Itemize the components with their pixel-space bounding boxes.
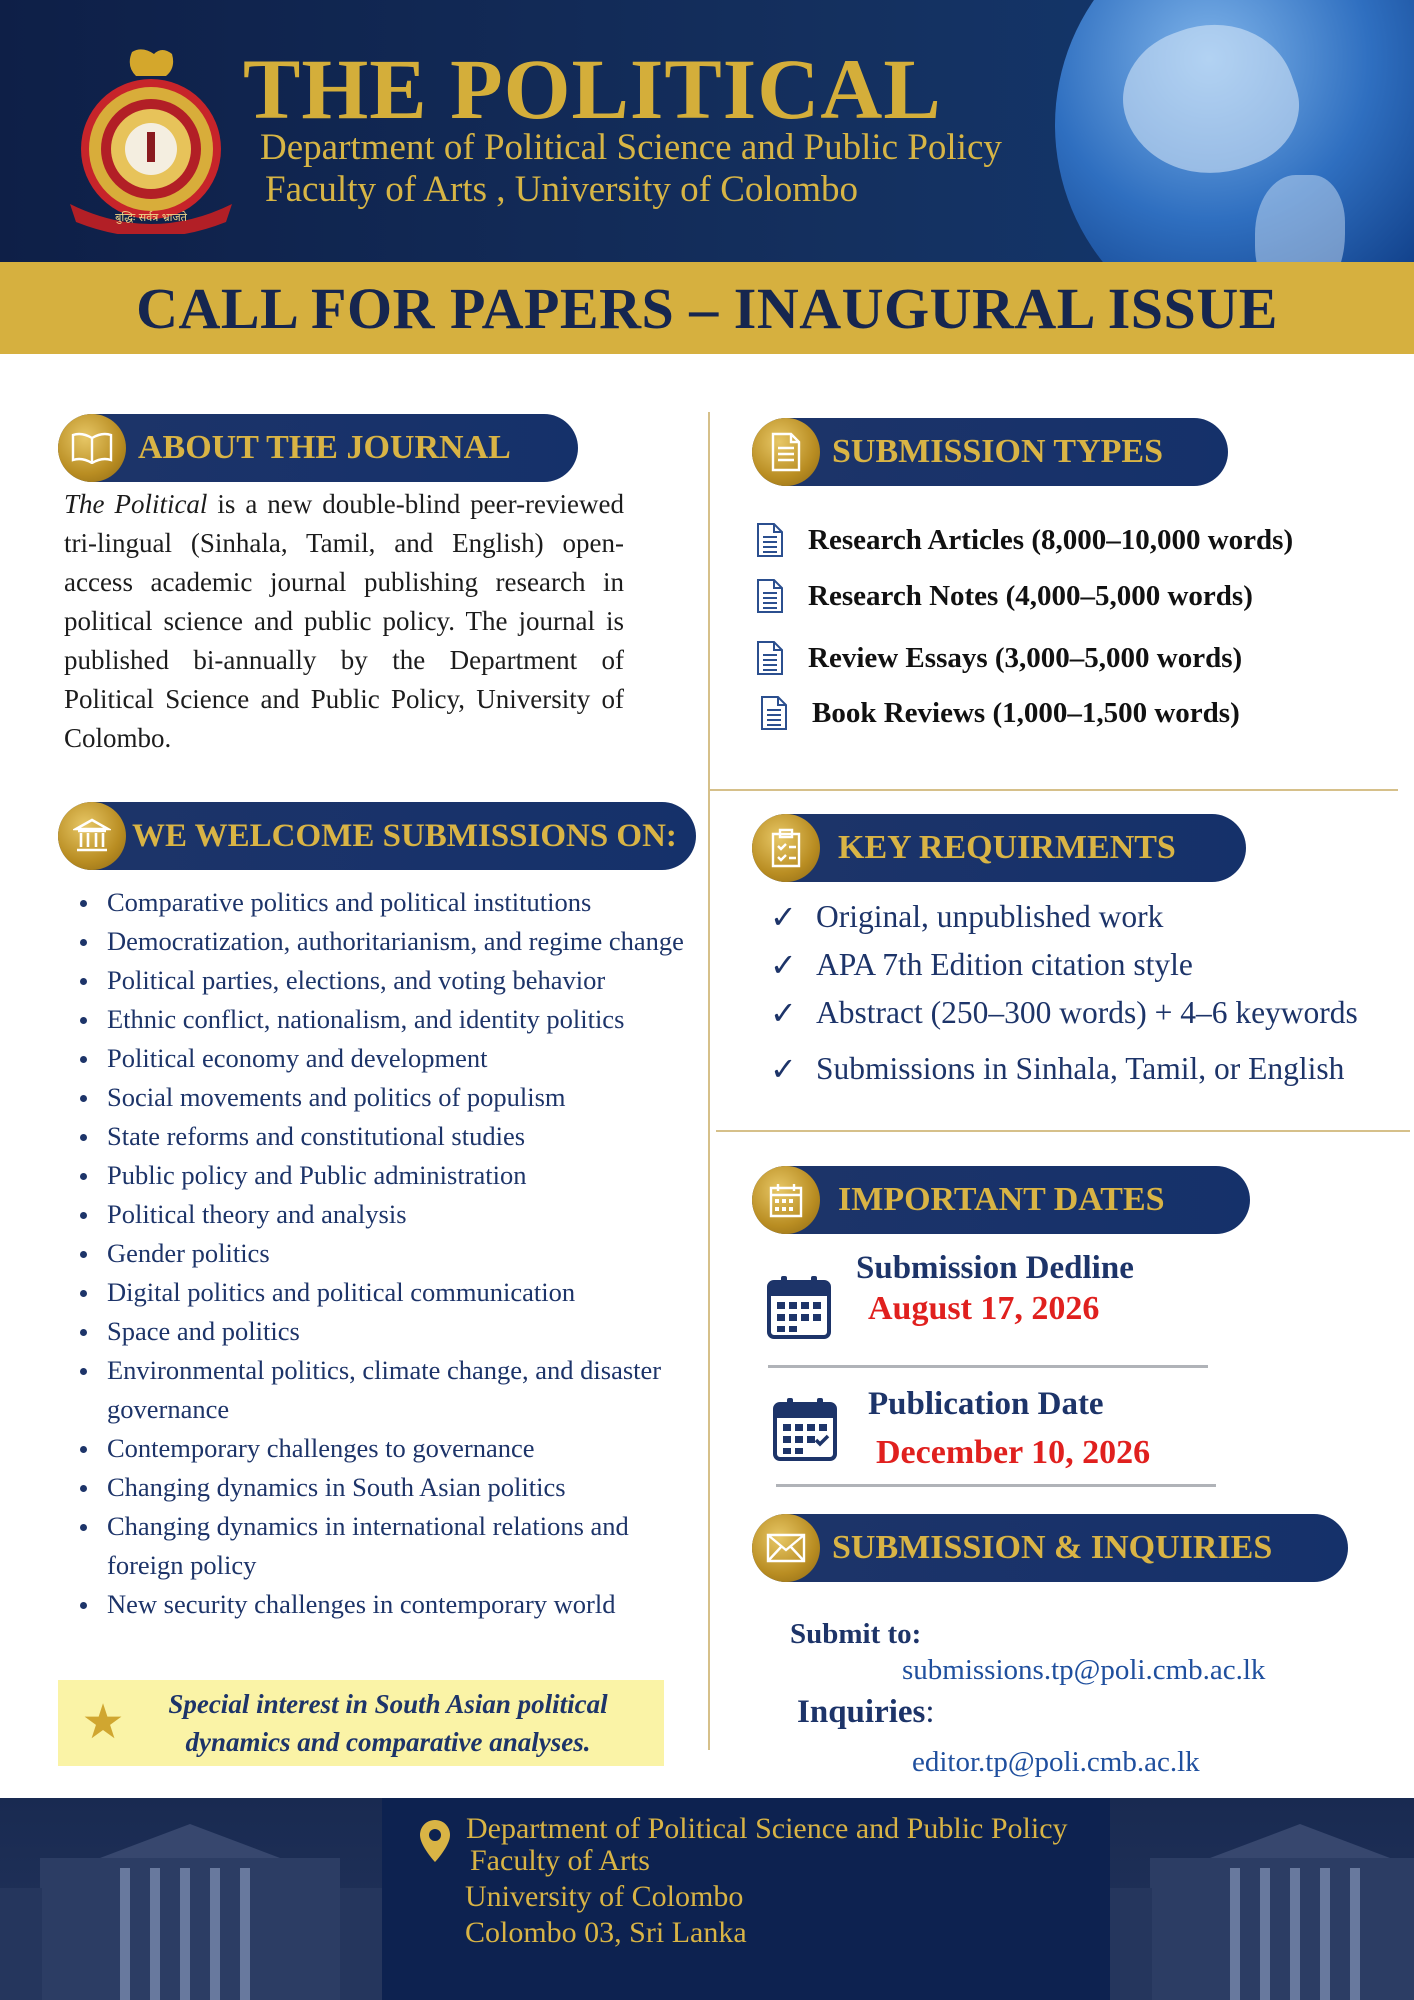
requirement-label: Submissions in Sinhala, Tamil, or English bbox=[816, 1051, 1345, 1086]
journal-name-italic: The Political bbox=[64, 489, 208, 519]
topic-list-item: Political theory and analysis bbox=[74, 1195, 694, 1234]
document-icon bbox=[756, 578, 808, 614]
topic-list-item: Political economy and development bbox=[74, 1039, 694, 1078]
requirements-heading-pill bbox=[752, 814, 1246, 882]
submission-type-label: Research Notes (4,000–5,000 words) bbox=[808, 579, 1253, 612]
clipboard-icon bbox=[752, 814, 820, 882]
globe-image bbox=[1055, 0, 1414, 262]
university-building-image-right bbox=[1110, 1798, 1414, 2000]
section-divider bbox=[716, 1130, 1410, 1132]
dates-heading-pill bbox=[752, 1166, 1250, 1234]
checkmark-icon: ✓ bbox=[770, 947, 797, 983]
journal-title: THE POLITICAL bbox=[243, 41, 942, 137]
topic-list-item: Democratization, authoritarianism, and regime change bbox=[74, 922, 694, 961]
topic-list-item: Digital politics and political communication bbox=[74, 1273, 694, 1312]
requirement-label: Original, unpublished work bbox=[816, 899, 1164, 934]
about-heading: ABOUT THE JOURNAL bbox=[138, 429, 511, 466]
requirements-heading: KEY REQUIRMENTS bbox=[838, 829, 1176, 866]
document-icon bbox=[756, 640, 808, 676]
calendar-icon bbox=[752, 1166, 820, 1234]
footer-department: Department of Political Science and Public Policy bbox=[466, 1812, 1068, 1845]
university-building-image-left bbox=[0, 1798, 382, 2000]
topic-list-item: Public policy and Public administration bbox=[74, 1156, 694, 1195]
publication-date: December 10, 2026 bbox=[876, 1434, 1151, 1471]
topic-list-item: Contemporary challenges to governance bbox=[74, 1429, 694, 1468]
inquiries-heading: SUBMISSION & INQUIRIES bbox=[832, 1529, 1273, 1566]
call-for-papers-banner bbox=[0, 262, 1414, 354]
inquiries-colon: : bbox=[925, 1694, 935, 1730]
submission-type-label: Book Reviews (1,000–1,500 words) bbox=[812, 696, 1240, 729]
topics-list bbox=[74, 883, 694, 1624]
topic-list-item: Comparative politics and political institutions bbox=[74, 883, 694, 922]
topic-list-item: Social movements and politics of populism bbox=[74, 1078, 694, 1117]
document-icon bbox=[760, 695, 812, 731]
topics-heading: WE WELCOME SUBMISSIONS ON: bbox=[132, 817, 677, 854]
requirement-item bbox=[770, 898, 1163, 936]
submission-type-label: Research Articles (8,000–10,000 words) bbox=[808, 523, 1294, 556]
inquiries-label: Inquiries bbox=[797, 1694, 926, 1730]
section-divider bbox=[708, 789, 1398, 791]
calendar-icon bbox=[772, 1396, 838, 1462]
svg-text:बुद्धिः सर्वत्र भ्राजते: बुद्धिः सर्वत्र भ्राजते bbox=[115, 211, 187, 224]
submission-type-item bbox=[756, 522, 1293, 558]
publication-label: Publication Date bbox=[868, 1386, 1104, 1422]
banner-text: CALL FOR PAPERS – INAUGURAL ISSUE bbox=[136, 275, 1278, 341]
date-divider bbox=[776, 1484, 1216, 1487]
topic-list-item: Space and politics bbox=[74, 1312, 694, 1351]
submission-type-item bbox=[760, 695, 1240, 731]
topic-list-item: Environmental politics, climate change, and disaster governance bbox=[74, 1351, 694, 1429]
submission-type-item bbox=[756, 578, 1253, 614]
requirement-item bbox=[770, 994, 1358, 1032]
calendar-icon bbox=[766, 1274, 832, 1340]
special-interest-line-2: dynamics and comparative analyses. bbox=[185, 1727, 591, 1757]
inquiries-email-link[interactable]: editor.tp@poli.cmb.ac.lk bbox=[912, 1746, 1200, 1778]
footer-faculty: Faculty of Arts bbox=[470, 1844, 650, 1877]
topic-list-item: Changing dynamics in South Asian politics bbox=[74, 1468, 694, 1507]
requirement-label: Abstract (250–300 words) + 4–6 keywords bbox=[816, 995, 1358, 1030]
about-paragraph bbox=[64, 485, 624, 758]
institution-icon bbox=[58, 802, 126, 870]
submission-type-item bbox=[756, 640, 1242, 676]
inquiries-heading-pill bbox=[752, 1514, 1348, 1582]
university-seal-logo bbox=[62, 44, 240, 234]
topic-list-item: Gender politics bbox=[74, 1234, 694, 1273]
topic-list-item: Ethnic conflict, nationalism, and identity politics bbox=[74, 1000, 694, 1039]
submission-types-heading-pill bbox=[752, 418, 1228, 486]
date-divider bbox=[768, 1365, 1208, 1368]
topic-list-item: Changing dynamics in international relations and foreign policy bbox=[74, 1507, 694, 1585]
topic-list-item: Political parties, elections, and voting behavior bbox=[74, 961, 694, 1000]
special-interest-box bbox=[58, 1680, 664, 1766]
checkmark-icon: ✓ bbox=[770, 899, 797, 935]
column-divider bbox=[708, 412, 710, 1750]
submit-to-label: Submit to: bbox=[790, 1618, 922, 1650]
submission-type-label: Review Essays (3,000–5,000 words) bbox=[808, 641, 1243, 674]
star-icon: ★ bbox=[81, 1696, 125, 1749]
envelope-icon bbox=[752, 1514, 820, 1582]
deadline-label: Submission Dedline bbox=[856, 1250, 1134, 1286]
document-icon bbox=[756, 522, 808, 558]
topics-heading-pill bbox=[58, 802, 696, 870]
document-icon bbox=[752, 418, 820, 486]
checkmark-icon: ✓ bbox=[770, 1051, 797, 1087]
footer-city: Colombo 03, Sri Lanka bbox=[465, 1916, 747, 1949]
special-interest-line-1: Special interest in South Asian political bbox=[168, 1689, 608, 1719]
about-body: is a new double-blind peer-reviewed tri-lingual (Sinhala, Tamil, and English) open-access academic journal publishing research in political science and public policy. The journal is published bi-annually by the Department of Political Science and Public Policy, University of Colombo. bbox=[64, 489, 624, 753]
footer-university: University of Colombo bbox=[465, 1880, 744, 1913]
dates-heading: IMPORTANT DATES bbox=[838, 1181, 1165, 1218]
submission-types-heading: SUBMISSION TYPES bbox=[832, 433, 1163, 470]
header-faculty: Faculty of Arts , University of Colombo bbox=[265, 169, 858, 210]
location-pin-icon bbox=[418, 1818, 452, 1864]
submissions-email-link[interactable]: submissions.tp@poli.cmb.ac.lk bbox=[902, 1654, 1266, 1686]
topic-list-item: State reforms and constitutional studies bbox=[74, 1117, 694, 1156]
deadline-date: August 17, 2026 bbox=[868, 1290, 1100, 1327]
header bbox=[0, 0, 1414, 262]
book-icon bbox=[58, 414, 126, 482]
requirement-item bbox=[770, 1050, 1344, 1088]
requirement-item bbox=[770, 946, 1193, 984]
about-heading-pill bbox=[58, 414, 578, 482]
header-department: Department of Political Science and Public Policy bbox=[260, 127, 1002, 168]
checkmark-icon: ✓ bbox=[770, 995, 797, 1031]
topic-list-item: New security challenges in contemporary world bbox=[74, 1585, 694, 1624]
requirement-label: APA 7th Edition citation style bbox=[816, 947, 1193, 982]
